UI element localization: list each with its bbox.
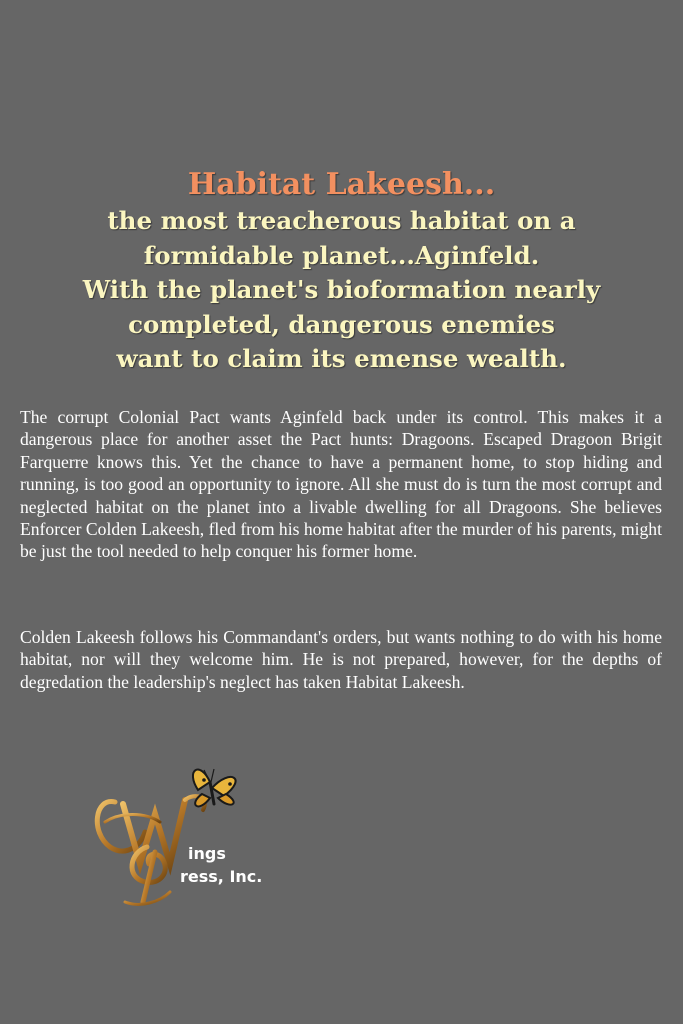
blurb-paragraph-1: The corrupt Colonial Pact wants Aginfeld back under its control. This makes it a dangerous place for another asset the Pact hunts: Dragoons. Escaped Dragoon Brigit Farquerre knows this. Yet the chance to have a permanent home, to stop hiding and running, is too good an opportunity to ignore. All she must do is turn the most corrupt and neglected habitat on the planet into a livable dwelling for all Dragoons. She believes Enforcer Colden Lakeesh, fled from his home habitat after the murder of his parents, might be just the tool needed to help conquer his former home. xyxy=(20,407,662,562)
logo-text-line-2: ress, Inc. xyxy=(180,867,263,886)
book-title: Habitat Lakeesh... xyxy=(187,167,496,202)
headline-line-5: want to claim its emense wealth. xyxy=(116,344,567,373)
publisher-logo xyxy=(85,752,275,912)
blurb-paragraph-2: Colden Lakeesh follows his Commandant's orders, but wants nothing to do with his home habitat, nor will they welcome him. He is not prepared, however, for the depths of degredation the leadership's neglect has taken Habitat Lakeesh. xyxy=(20,627,662,692)
headline-line-2: formidable planet...Aginfeld. xyxy=(143,240,540,270)
headline-line-1: the most treacherous habitat on a xyxy=(107,206,576,235)
headline-block xyxy=(0,166,683,377)
headline-line-3: With the planet's bioformation nearly xyxy=(82,275,601,304)
butterfly-icon xyxy=(193,769,236,806)
logo-text-line-1: ings xyxy=(188,844,226,863)
publisher-logo-graphic xyxy=(85,752,275,912)
headline-line-4: completed, dangerous enemies xyxy=(128,309,555,339)
monogram-p-icon xyxy=(125,847,170,904)
